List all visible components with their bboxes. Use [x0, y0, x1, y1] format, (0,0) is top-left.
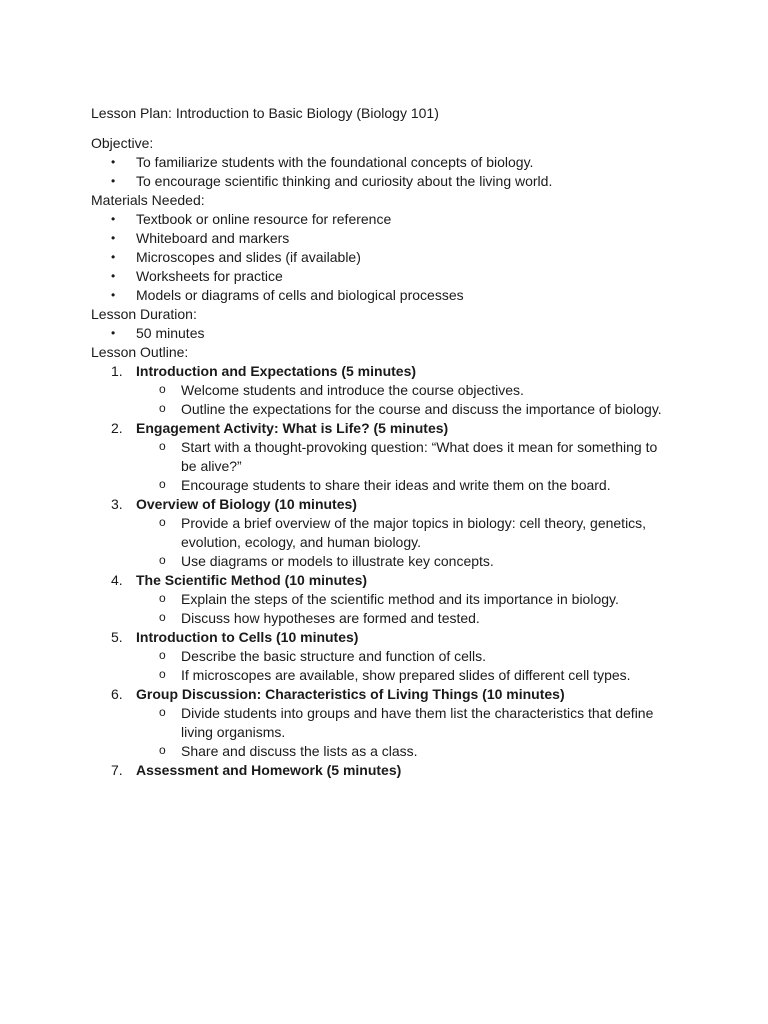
lesson-title: Lesson Plan: Introduction to Basic Biology (Biology 101): [91, 105, 439, 121]
step-subitems: [136, 514, 672, 571]
step-subitem: o Welcome students and introduce the course objectives.: [136, 381, 672, 400]
materials-list: [91, 210, 672, 305]
step-title: Introduction and Expectations (5 minutes): [136, 363, 417, 379]
step-subitems: [136, 704, 672, 761]
step-title: Overview of Biology (10 minutes): [136, 496, 357, 512]
step-subitem: o If microscopes are available, show prepared slides of different cell types.: [136, 666, 672, 685]
step-subitems: [136, 381, 672, 419]
step-subitem: o Outline the expectations for the course and discuss the importance of biology.: [136, 400, 672, 419]
step-subitem: o Explain the steps of the scientific method and its importance in biology.: [136, 590, 672, 609]
step-title: Engagement Activity: What is Life? (5 minutes): [136, 420, 449, 436]
step-subitem: o Divide students into groups and have them list the characteristics that define living organisms.: [136, 704, 672, 742]
step-subitem: o Start with a thought-provoking question: “What does it mean for something to be alive?”: [136, 438, 672, 476]
step-number: 5.: [111, 629, 123, 645]
step-number: 3.: [111, 496, 123, 512]
outline-step: [91, 571, 672, 628]
materials-heading: Materials Needed:: [91, 192, 205, 208]
step-title: Assessment and Homework (5 minutes): [136, 762, 402, 778]
step-subitem: o Encourage students to share their ideas and write them on the board.: [136, 476, 672, 495]
materials-item: • Whiteboard and markers: [91, 229, 672, 248]
duration-heading: Lesson Duration:: [91, 306, 197, 322]
outline-list: [91, 362, 672, 780]
step-subitems: [136, 647, 672, 685]
objective-list: [91, 153, 672, 191]
duration-list: [91, 324, 672, 343]
materials-item: • Models or diagrams of cells and biological processes: [91, 286, 672, 305]
objective-item: • To familiarize students with the foundational concepts of biology.: [91, 153, 672, 172]
step-number: 4.: [111, 572, 123, 588]
step-subitem: o Describe the basic structure and function of cells.: [136, 647, 672, 666]
materials-item: • Microscopes and slides (if available): [91, 248, 672, 267]
outline-step: [91, 495, 672, 571]
step-number: 6.: [111, 686, 123, 702]
materials-item: • Worksheets for practice: [91, 267, 672, 286]
objective-item: • To encourage scientific thinking and curiosity about the living world.: [91, 172, 672, 191]
outline-heading: Lesson Outline:: [91, 344, 189, 360]
outline-step: [91, 628, 672, 685]
outline-step: [91, 362, 672, 419]
outline-step: [91, 685, 672, 761]
duration-item: • 50 minutes: [91, 324, 672, 343]
step-subitems: [136, 438, 672, 495]
step-subitem: o Share and discuss the lists as a class.: [136, 742, 672, 761]
step-title: Introduction to Cells (10 minutes): [136, 629, 359, 645]
step-number: 2.: [111, 420, 123, 436]
step-subitem: o Use diagrams or models to illustrate key concepts.: [136, 552, 672, 571]
outline-step: [91, 761, 672, 780]
step-subitems: [136, 590, 672, 628]
step-title: The Scientific Method (10 minutes): [136, 572, 368, 588]
step-subitem: o Discuss how hypotheses are formed and tested.: [136, 609, 672, 628]
step-number: 7.: [111, 762, 123, 778]
step-title: Group Discussion: Characteristics of Living Things (10 minutes): [136, 686, 565, 702]
objective-heading: Objective:: [91, 135, 154, 151]
materials-item: • Textbook or online resource for reference: [91, 210, 672, 229]
outline-step: [91, 419, 672, 495]
step-number: 1.: [111, 363, 123, 379]
step-subitem: o Provide a brief overview of the major topics in biology: cell theory, genetics, evolution, ecology, and human biology.: [136, 514, 672, 552]
